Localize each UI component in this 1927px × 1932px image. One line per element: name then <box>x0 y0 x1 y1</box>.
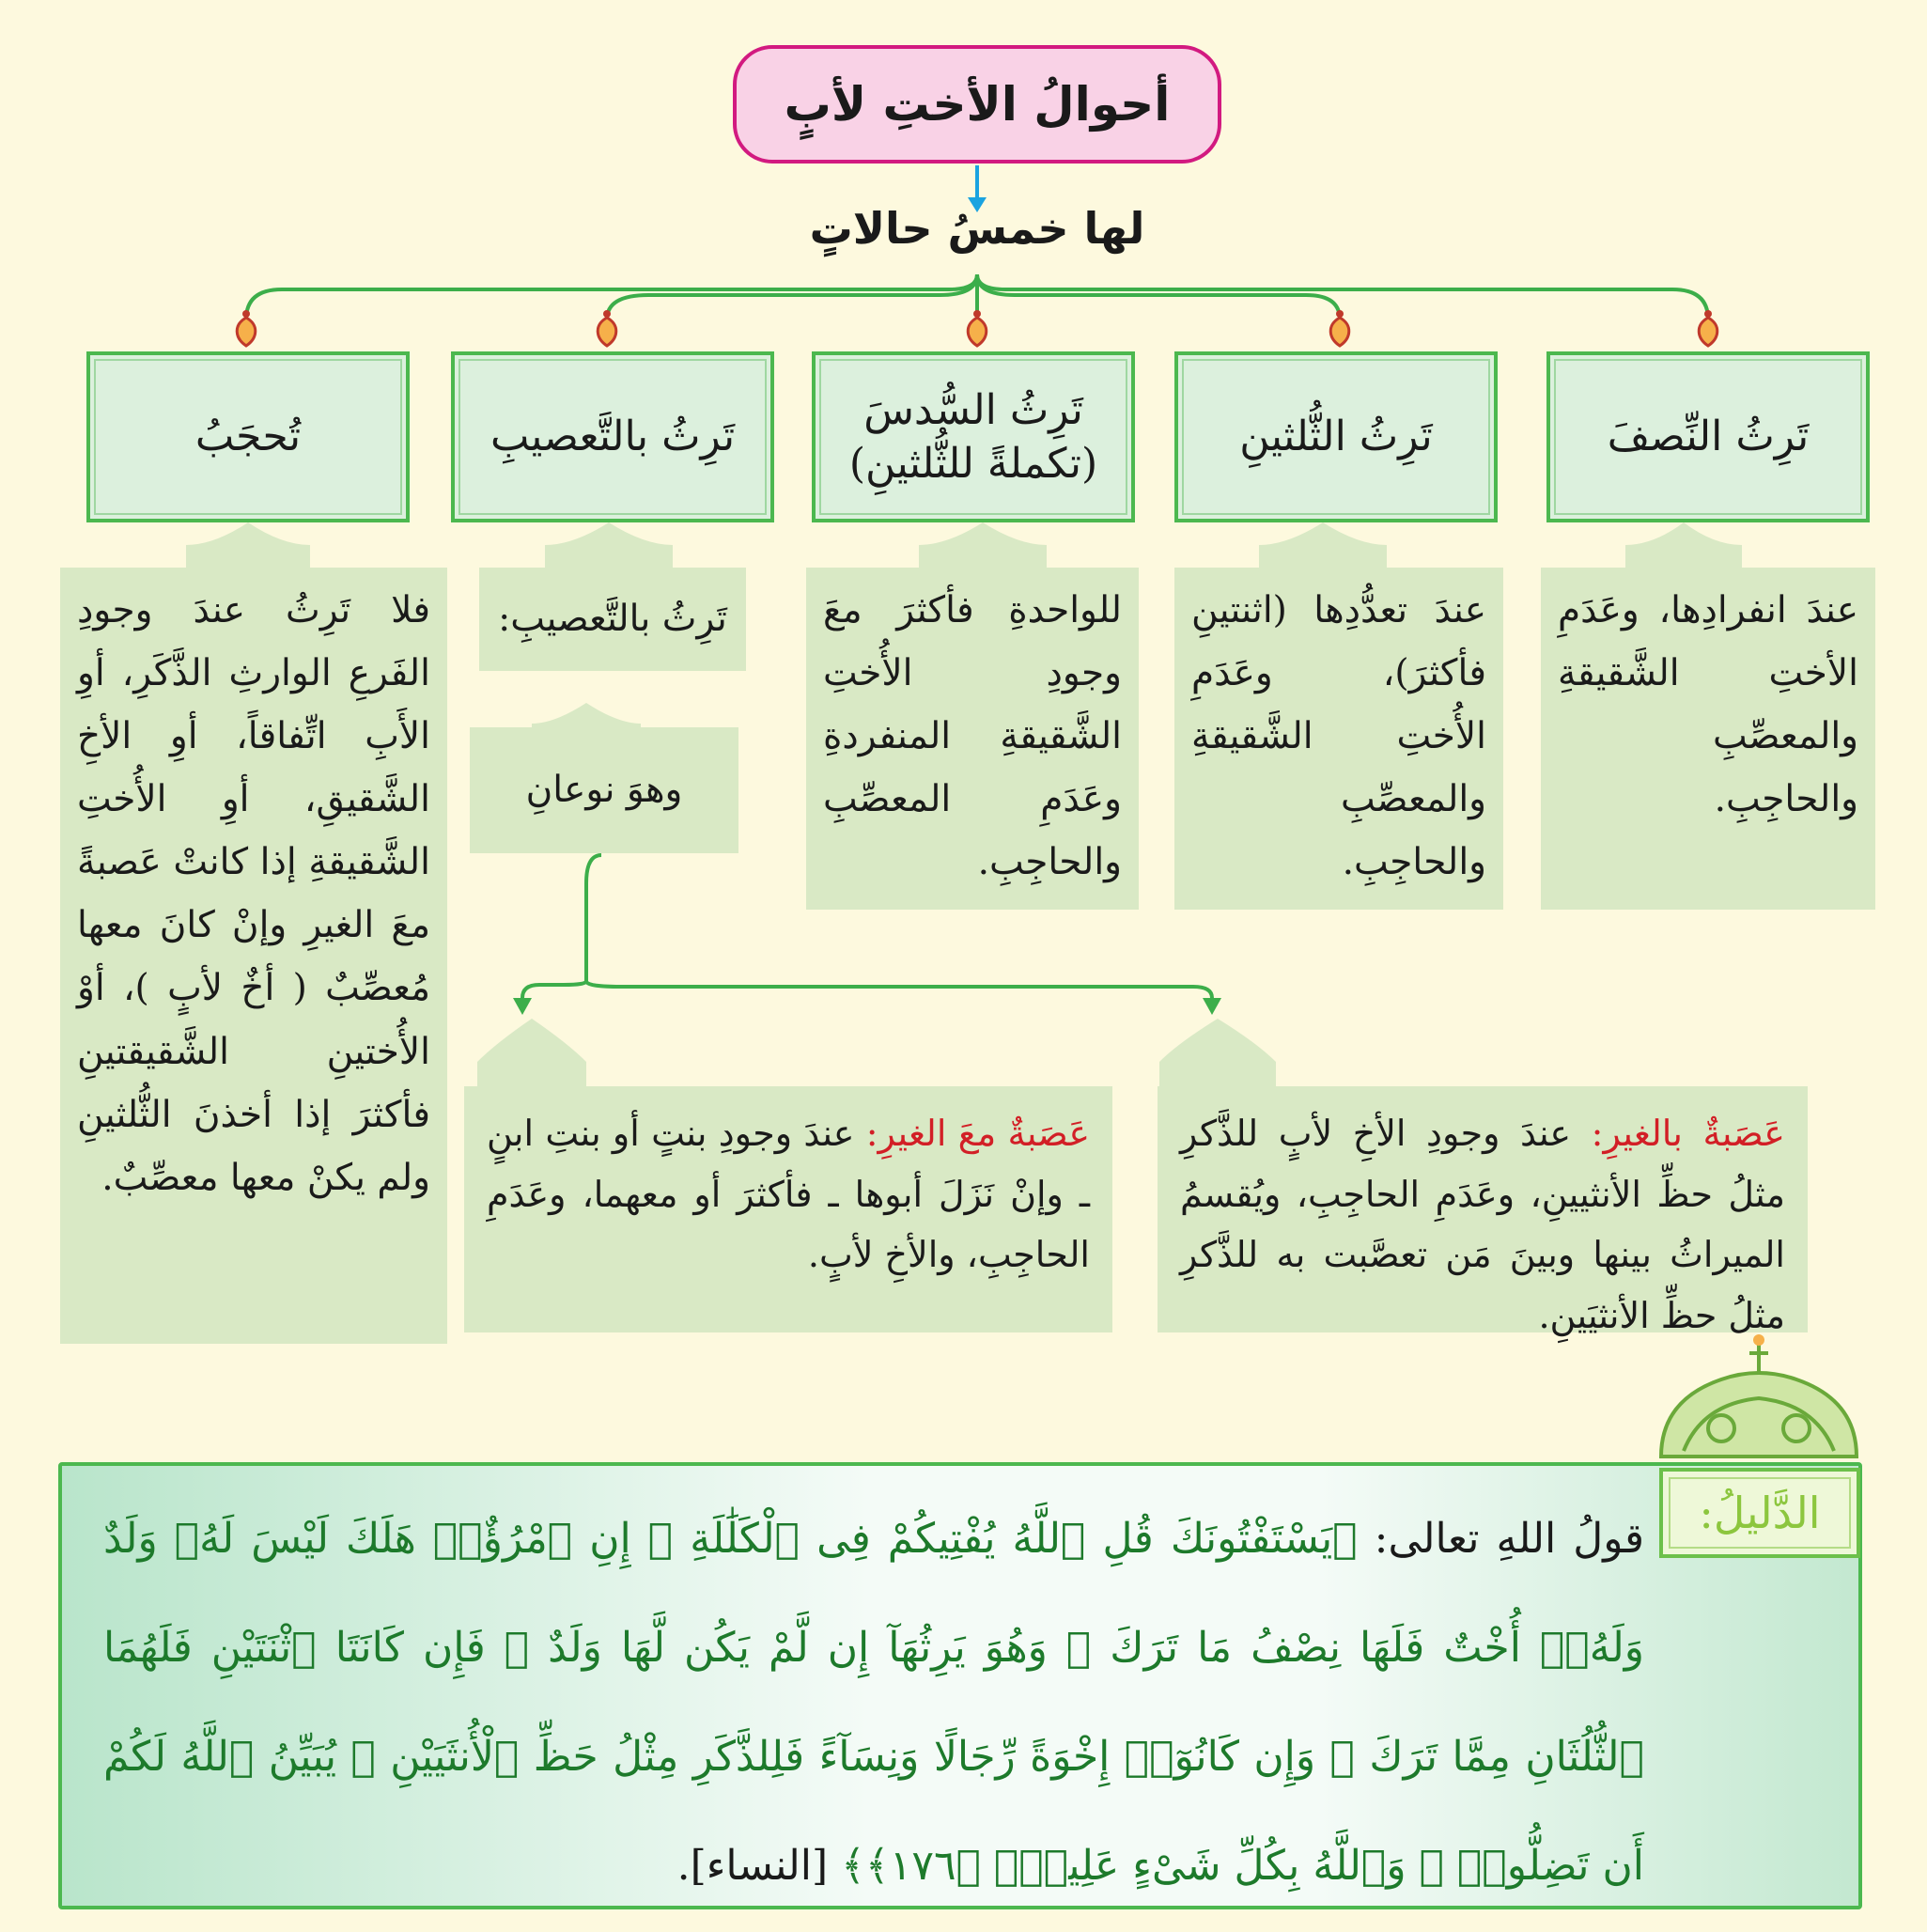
detail-two-thirds <box>1174 568 1503 910</box>
diagram-subtitle <box>770 195 1184 261</box>
arrow-left-icon <box>513 998 532 1015</box>
detail-text: عندَ تعدُّدِها (اثنتينِ فأكثرَ)، وعَدَمِ الأُختِ الشَّقيقةِ والمعصِّبِ والحاجِبِ. <box>1191 589 1486 884</box>
case-box-two-thirds <box>1174 351 1498 522</box>
detail-text: عندَ انفرادِها، وعَدَمِ الأختِ الشَّقيقةِ والمعصِّبِ والحاجِبِ. <box>1558 589 1858 821</box>
ornament-icon <box>598 310 616 346</box>
ornament-icon <box>237 310 256 346</box>
case-label-sub: (تكملةً للثُّلثينِ) <box>848 440 1098 488</box>
case-label: تَرِثُ الثُّلثينِ <box>1239 413 1433 461</box>
ornament-icon <box>1699 310 1717 346</box>
case-box-half <box>1546 351 1870 522</box>
ornament-icon <box>968 310 987 346</box>
case-label: تَرِثُ النِّصفَ <box>1607 413 1810 461</box>
asaba-maa-ghayr-text: عندَ وجودِ بنتٍ أو بنتِ ابنٍ ـ وإنْ نَزَلَ أبوها ـ فأكثرَ أو معهما، وعَدَمِ الحاجِبِ، والأخِ لأبٍ. <box>487 1113 1090 1276</box>
case-label: تَرِثُ بالتَّعصيبِ <box>490 413 736 461</box>
evidence-label-text: الدَّليلُ: <box>1699 1488 1821 1538</box>
asaba-bil-ghayr-text: عندَ وجودِ الأخِ لأبٍ للذَّكرِ مثلُ حظِّ الأنثيينِ، وعَدَمِ الحاجِبِ، ويُقسمُ الميراثُ بينها وبينَ مَن تعصَّبت به للذَّكرِ مثلُ حظِّ الأنثيَينِ. <box>1180 1113 1785 1336</box>
asaba-maa-ghayr-box <box>464 1086 1112 1332</box>
evidence-label <box>1659 1468 1860 1558</box>
verse-lead: قولُ اللهِ تعالى: <box>1357 1515 1645 1563</box>
detail-text: فلا تَرِثُ عندَ وجودِ الفَرعِ الوارثِ الذَّكَرِ، أوِ الأَبِ اتِّفاقاً، أوِ الأخِ الشَّقيقِ، أوِ الأُختِ الشَّقيقةِ إذا كانتْ عَصبةً معَ الغيرِ وإنْ كانَ معها مُعصِّبٌ ( أخٌ لأبٍ )، أوْ الأُختينِ الشَّقيقتينِ فأكثرَ إذا أخذنَ الثُّلثينِ ولم يكنْ معها معصِّبٌ. <box>77 589 430 1199</box>
crown-ornament-icon <box>1661 1334 1857 1457</box>
ornament-icon <box>1330 310 1349 346</box>
case-box-blocked <box>86 351 410 522</box>
asaba-bil-ghayr-term: عَصَبةٌ بالغيرِ: <box>1591 1113 1785 1154</box>
detail-text: تَرِثُ بالتَّعصيبِ: <box>498 598 727 641</box>
case-label: تُحجَبُ <box>194 413 302 461</box>
detail-taasib <box>479 568 746 671</box>
case-label: تَرِثُ السُّدسَ <box>863 385 1083 434</box>
arrow-right-icon <box>1203 998 1221 1015</box>
detail-half <box>1541 568 1875 910</box>
subtitle-text: لها خمسُ حالاتٍ <box>809 203 1145 254</box>
detail-text: للواحدةِ فأكثرَ معَ وجودِ الأُختِ الشَّقيقةِ المنفردةِ وعَدَمِ المعصِّبِ والحاجِبِ. <box>823 589 1122 884</box>
evidence-verse <box>103 1485 1644 1921</box>
case-box-sixth <box>812 351 1135 522</box>
asaba-bil-ghayr-box <box>1158 1086 1808 1336</box>
verse-quote: ﴿يَسْتَفْتُونَكَ قُلِ ٱللَّهُ يُفْتِيكُمْ فِى ٱلْكَلَٰلَةِ ۚ إِنِ ٱمْرُؤٌا۟ هَلَكَ لَيْسَ لَهُۥ وَلَدٌ وَلَهُۥٓ أُخْتٌ فَلَهَا نِصْفُ مَا تَرَكَ ۚ وَهُوَ يَرِثُهَآ إِن لَّمْ يَكُن لَّهَا وَلَدٌ ۚ فَإِن كَانَتَا ٱثْنَتَيْنِ فَلَهُمَا ٱلثُّلُثَانِ مِمَّا تَرَكَ ۚ وَإِن كَانُوٓا۟ إِخْوَةً رِّجَالًا وَنِسَآءً فَلِلذَّكَرِ مِثْلُ حَظِّ ٱلْأُنثَيَيْنِ ۗ يُبَيِّنُ ٱللَّهُ لَكُمْ أَن تَضِلُّوا۟ ۗ وَٱللَّهُ بِكُلِّ شَىْءٍ عَلِيمٌۢ ﴿١٧٦﴾﴾ <box>103 1515 1644 1890</box>
taasib-two-types-note <box>470 727 738 853</box>
diagram-title <box>733 45 1221 164</box>
detail-blocked <box>60 568 447 1344</box>
ornament-icons <box>237 310 1717 346</box>
verse-reference: [النساء]. <box>676 1842 842 1890</box>
title-text: أحوالُ الأختِ لأبٍ <box>784 77 1171 132</box>
case-box-taasib <box>451 351 774 522</box>
asaba-maa-ghayr-term: عَصَبةٌ معَ الغيرِ: <box>865 1113 1090 1154</box>
detail-sixth <box>806 568 1139 910</box>
note-text: وهوَ نوعانِ <box>525 769 683 812</box>
